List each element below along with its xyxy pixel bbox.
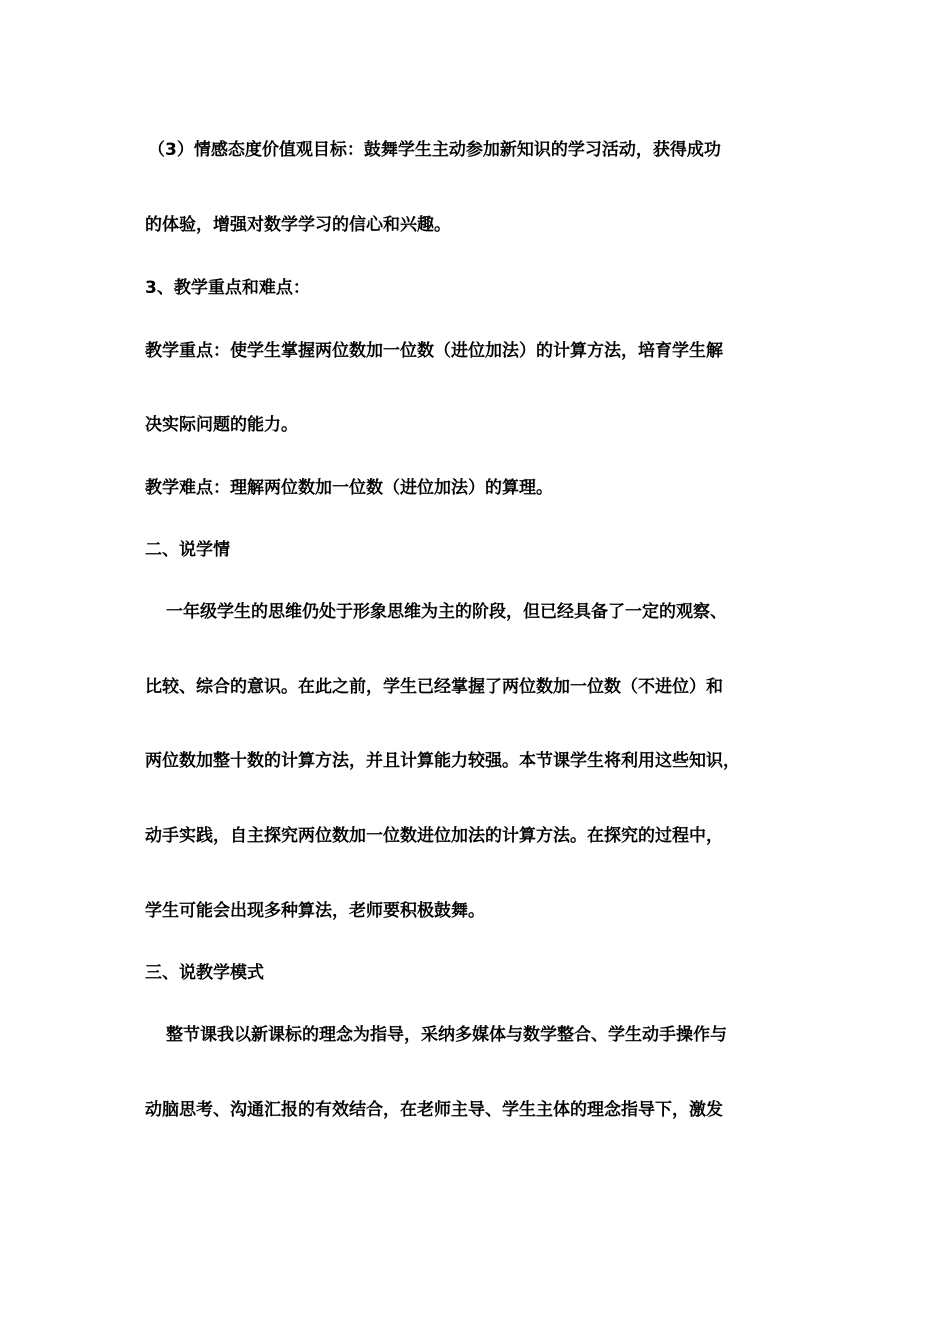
- key-point-line-2: 决实际问题的能力。: [145, 415, 298, 435]
- student-analysis-line-4: 动手实践，自主探究两位数加一位数进位加法的计算方法。在探究的过程中，: [145, 826, 723, 846]
- section-heading-teaching-mode: 三、说教学模式: [145, 963, 264, 983]
- teaching-mode-line-2: 动脑思考、沟通汇报的有效结合，在老师主导、学生主体的理念指导下，激发: [145, 1100, 723, 1120]
- objective-emotion-line-1: （3）情感态度价值观目标：鼓舞学生主动参加新知识的学习活动，获得成功: [148, 140, 721, 160]
- objective-emotion-line-2: 的体验，增强对数学学习的信心和兴趣。: [145, 215, 451, 235]
- section-heading-key-points: 3、教学重点和难点：: [145, 278, 310, 298]
- student-analysis-line-3: 两位数加整十数的计算方法，并且计算能力较强。本节课学生将利用这些知识，: [145, 751, 740, 771]
- section-heading-student-analysis: 二、说学情: [145, 540, 230, 560]
- difficult-point-line: 教学难点：理解两位数加一位数（进位加法）的算理。: [145, 478, 553, 498]
- student-analysis-line-5: 学生可能会出现多种算法，老师要积极鼓舞。: [145, 901, 485, 921]
- student-analysis-line-1: 一年级学生的思维仍处于形象思维为主的阶段，但已经具备了一定的观察、: [166, 602, 727, 622]
- key-point-line-1: 教学重点：使学生掌握两位数加一位数（进位加法）的计算方法，培育学生解: [145, 341, 723, 361]
- student-analysis-line-2: 比较、综合的意识。在此之前，学生已经掌握了两位数加一位数（不进位）和: [145, 677, 723, 697]
- teaching-mode-line-1: 整节课我以新课标的理念为指导，采纳多媒体与数学整合、学生动手操作与: [166, 1025, 727, 1045]
